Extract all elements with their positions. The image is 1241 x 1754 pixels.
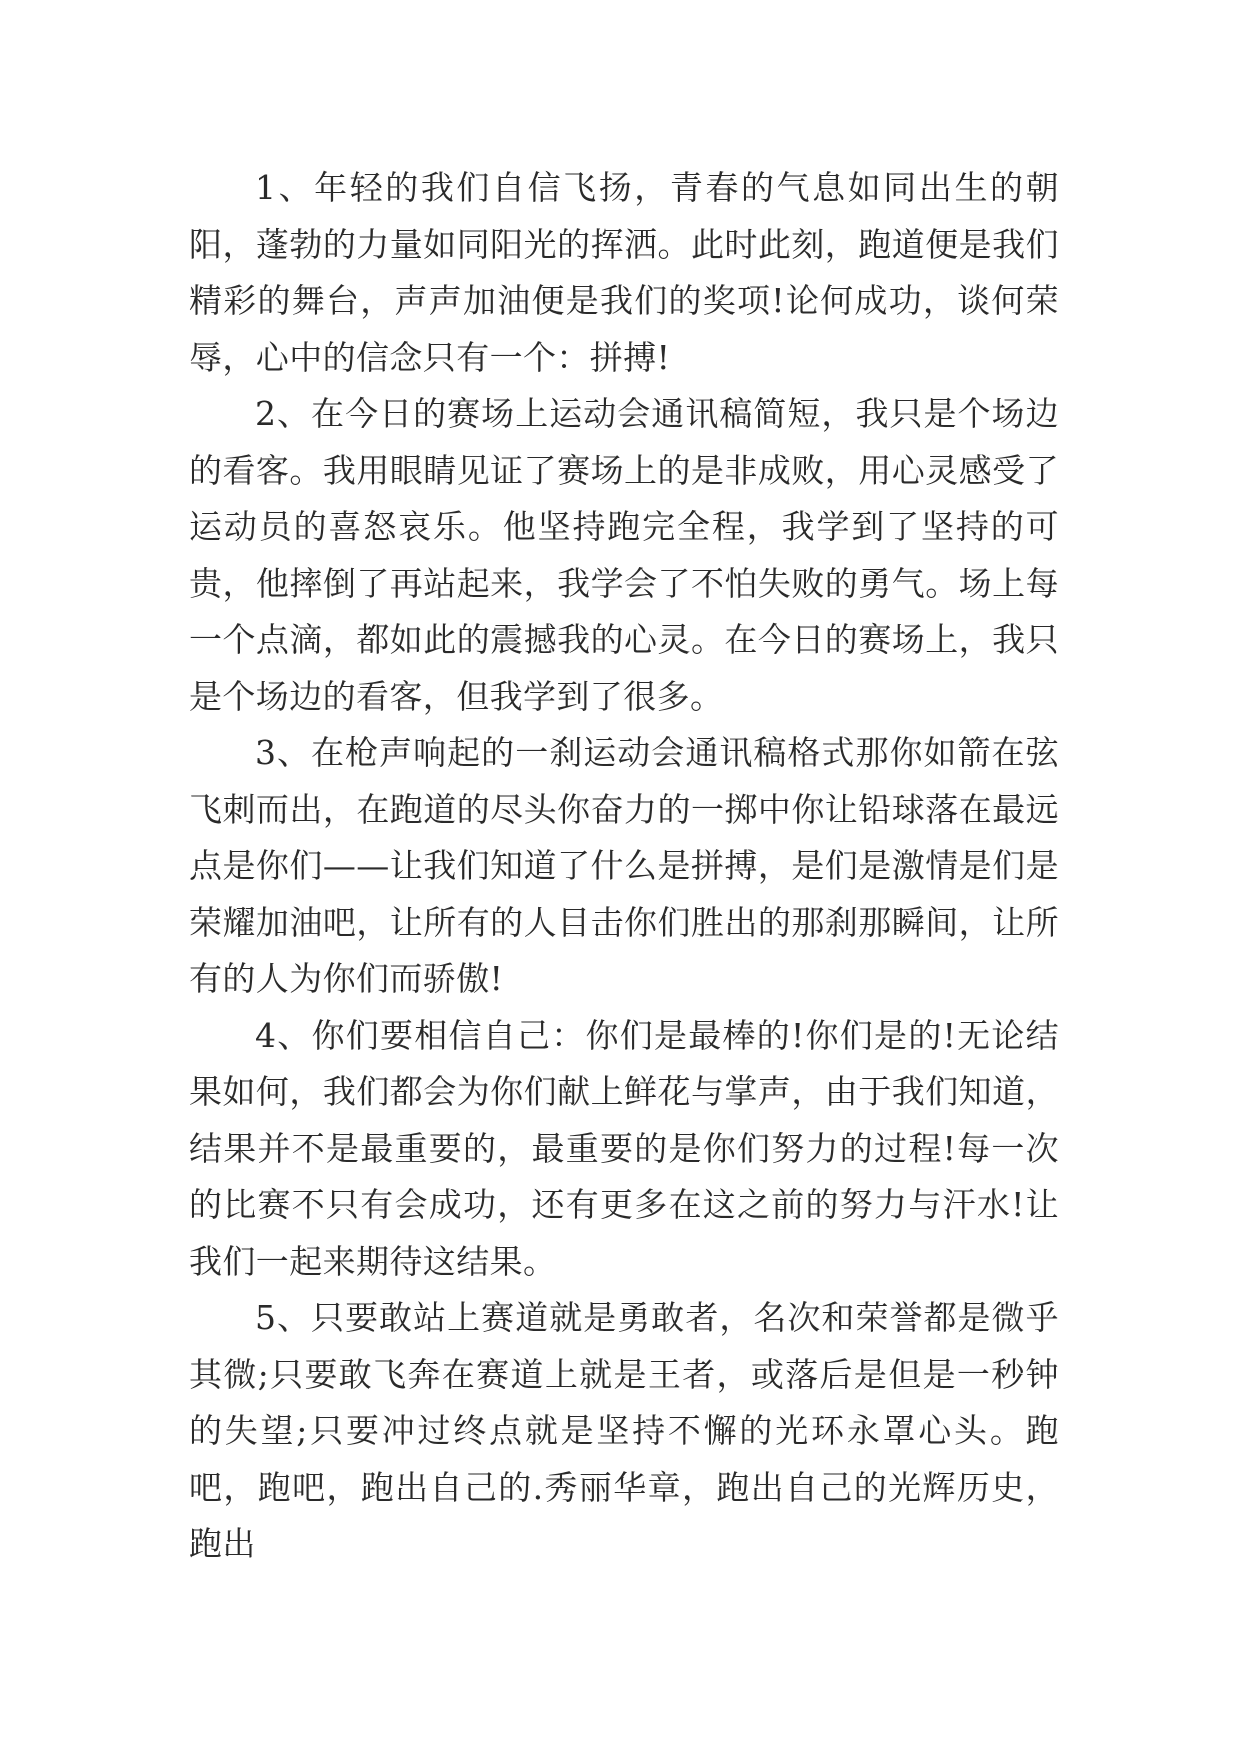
paragraph-3: 3、在枪声响起的一刹运动会通讯稿格式那你如箭在弦飞刺而出，在跑道的尽头你奋力的一掷中你让铅球落在最远点是你们——让我们知道了什么是拼搏，是们是激情是们是荣耀加油吧，让所有的人目击你们胜出的那刹那瞬间，让所有的人为你们而骄傲! [189,733,1059,998]
paragraph-1: 1、年轻的我们自信飞扬，青春的气息如同出生的朝阳，蓬勃的力量如同阳光的挥洒。此时此刻，跑道便是我们精彩的舞台，声声加油便是我们的奖项!论何成功，谈何荣辱，心中的信念只有一个：拼搏! [189,168,1059,377]
paragraph-4: 4、你们要相信自己：你们是最棒的!你们是的!无论结果如何，我们都会为你们献上鲜花与掌声，由于我们知道，结果并不是最重要的，最重要的是你们努力的过程!每一次的比赛不只有会成功，还有更多在这之前的努力与汗水!让我们一起来期待这结果。 [189,1015,1059,1281]
document-body [189,160,1059,1573]
paragraph-2: 2、在今日的赛场上运动会通讯稿简短，我只是个场边的看客。我用眼睛见证了赛场上的是非成败，用心灵感受了运动员的喜怒哀乐。他坚持跑完全程，我学到了坚持的可贵，他摔倒了再站起来，我学会了不怕失败的勇气。场上每一个点滴，都如此的震撼我的心灵。在今日的赛场上，我只是个场边的看客，但我学到了很多。 [189,394,1059,716]
paragraph-5: 5、只要敢站上赛道就是勇敢者，名次和荣誉都是微乎其微;只要敢飞奔在赛道上就是王者，或落后是但是一秒钟的失望;只要冲过终点就是坚持不懈的光环永罩心头。跑吧，跑吧，跑出自己的.秀丽华章，跑出自己的光辉历史，跑出 [189,1298,1059,1563]
